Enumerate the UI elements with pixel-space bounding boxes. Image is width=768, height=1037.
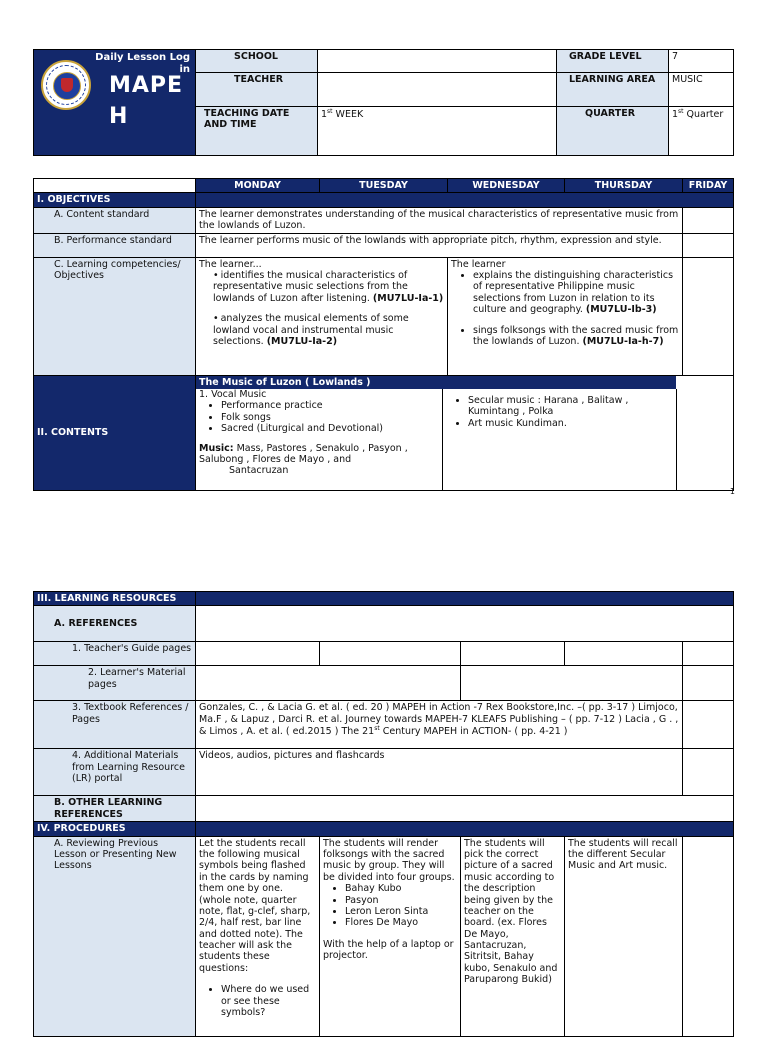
day-thursday: THURSDAY xyxy=(565,179,683,193)
competency-item: • identifies the musical characteristics of representative music selections from the lowlands of Luzon after listening. (MU7LU-Ia-1) xyxy=(213,270,444,304)
contents-bullet: • Secular music : Harana , Balitaw , Kumintang , Polka xyxy=(468,395,673,418)
additional-materials-text: Videos, audios, pictures and flashcards xyxy=(196,749,683,796)
day-tuesday: TUESDAY xyxy=(320,179,448,193)
competency-item: • explains the distinguishing characteristics of representative Philippine music selections from Luzon in relation to its culture and geography. (MU7LU-Ib-3) xyxy=(473,270,679,316)
procedure-bullet: • Where do we used or see these symbols? xyxy=(221,984,316,1018)
teacher-value xyxy=(318,73,557,106)
subject-title-cont: H xyxy=(109,104,128,129)
performance-standard-text: The learner performs music of the lowlands with appropriate pitch, rhythm, expression and style. xyxy=(196,233,683,257)
procedure-bullet: • Bahay Kubo xyxy=(345,883,457,894)
date-value: 1st WEEK xyxy=(318,106,557,155)
lm-label: 2. Learner's Material pages xyxy=(34,666,196,701)
additional-materials-label: 4. Additional Materials from Learning Resource (LR) portal xyxy=(34,749,196,796)
day-friday: FRIDAY xyxy=(683,179,734,193)
textbook-label: 3. Textbook References / Pages xyxy=(34,701,196,749)
contents-heading: II. CONTENTS xyxy=(34,375,196,490)
procedure-bullet: • Flores De Mayo xyxy=(345,917,457,928)
procedure-monday: Let the students recall the following musical symbols being flashed in the cards by naming them one by one. (whole note, quarter note, flat, g-clef, sharp, 2/4, half rest, bar line and dotted note). The teacher will ask the students these questions: • Where do we used or see these symbols? xyxy=(196,836,320,1036)
subject-title: MAPE xyxy=(109,73,184,98)
contents-topic: The Music of Luzon ( Lowlands ) xyxy=(196,376,676,389)
objectives-heading: I. OBJECTIVES xyxy=(34,193,196,207)
header-title: Daily Lesson Log in xyxy=(95,52,190,75)
resources-table xyxy=(33,591,734,1037)
area-value: MUSIC xyxy=(669,73,734,106)
procedure-wednesday: The students will pick the correct picture of a sacred music according to the description being given by the teacher on the board. (ex. Flores De Mayo, Santacruzan, Sitritsit, Bahay kubo, Senakulo and Paruparong Bukid) xyxy=(461,836,565,1036)
content-standard-text: The learner demonstrates understanding of the musical characteristics of representative music from the lowlands of Luzon. xyxy=(196,207,683,233)
content-standard-label: A. Content standard xyxy=(34,207,196,233)
competencies-wed-thu: The learner • explains the distinguishing characteristics of representative Philippine music selections from Luzon in relation to its culture and geography. (MU7LU-Ib-3) • sings folksongs with the sacred music from the lowlands of Luzon. (MU7LU-Ia-h-7) xyxy=(448,257,683,375)
grade-value: 7 xyxy=(669,50,734,73)
logo-panel xyxy=(34,50,196,156)
grade-label: GRADE LEVEL xyxy=(557,50,669,73)
day-wednesday: WEDNESDAY xyxy=(448,179,565,193)
procedure-bullet: • Leron Leron Sinta xyxy=(345,906,457,917)
tg-label: 1. Teacher's Guide pages xyxy=(34,642,196,666)
procedure-bullet: • Pasyon xyxy=(345,895,457,906)
area-label: LEARNING AREA xyxy=(557,73,669,106)
procedure-tuesday: The students will render folksongs with the sacred music by group. They will be divided into four groups. • Bahay Kubo • Pasyon • Leron Leron Sinta • Flores De Mayo With the help of a laptop or projector. xyxy=(320,836,461,1036)
quarter-value: 1st Quarter xyxy=(669,106,734,155)
competency-item: • analyzes the musical elements of some lowland vocal and instrumental music selections. (MU7LU-Ia-2) xyxy=(213,313,444,347)
performance-standard-label: B. Performance standard xyxy=(34,233,196,257)
procedures-heading: IV. PROCEDURES xyxy=(34,822,196,836)
teacher-label: TEACHER xyxy=(196,73,318,106)
reviewing-label: A. Reviewing Previous Lesson or Presenting New Lessons xyxy=(34,836,196,1036)
objectives-table xyxy=(33,178,734,491)
procedure-thursday: The students will recall the different Secular Music and Art music. xyxy=(565,836,683,1036)
competency-item: • sings folksongs with the sacred music from the lowlands of Luzon. (MU7LU-Ia-h-7) xyxy=(473,325,679,348)
textbook-text: Gonzales, C. , & Lacia G. et al. ( ed. 20 ) MAPEH in Action -7 Rex Bookstore,Inc. –( pp. 3-17 ) Limjoco, Ma.F , & Lapuz , Darci R. et al. Journey towards MAPEH-7 KLEAFS Publishing – ( pp. 7-12 ) Lacia , G . , & Limos , A. et al. ( ed.2015 ) The 21st Century MAPEH in ACTION- ( pp. 4-21 ) xyxy=(196,701,683,749)
contents-bullet: • Folk songs xyxy=(221,412,439,423)
other-references-label: B. OTHER LEARNING REFERENCES xyxy=(34,796,196,822)
deped-seal-icon xyxy=(41,60,91,110)
school-label: SCHOOL xyxy=(196,50,318,73)
day-monday: MONDAY xyxy=(196,179,320,193)
contents-right xyxy=(443,389,677,490)
contents-left: 1. Vocal Music • Performance practice • Folk songs • Sacred (Liturgical and Devotional) Music: Mass, Pastores , Senakulo , Pasyon , Salubong , Flores de Mayo , and Santacruzan xyxy=(196,389,443,490)
competencies-label: C. Learning competencies/ Objectives xyxy=(34,257,196,375)
quarter-label: QUARTER xyxy=(557,106,669,155)
date-label: TEACHING DATE AND TIME xyxy=(196,106,318,155)
page-number: 1 xyxy=(729,487,735,496)
contents-bullet: • Sacred (Liturgical and Devotional) xyxy=(221,423,439,434)
header-table xyxy=(33,49,734,156)
references-label: A. REFERENCES xyxy=(34,606,196,642)
competencies-mon-tue: The learner... • identifies the musical characteristics of representative music selections from the lowlands of Luzon after listening. (MU7LU-Ia-1) • analyzes the musical elements of some lowland vocal and instrumental music selections. (MU7LU-Ia-2) xyxy=(196,257,448,375)
resources-heading: III. LEARNING RESOURCES xyxy=(34,592,196,606)
contents-bullet: • Art music Kundiman. xyxy=(468,418,673,429)
school-value xyxy=(318,50,557,73)
contents-bullet: • Performance practice xyxy=(221,400,439,411)
